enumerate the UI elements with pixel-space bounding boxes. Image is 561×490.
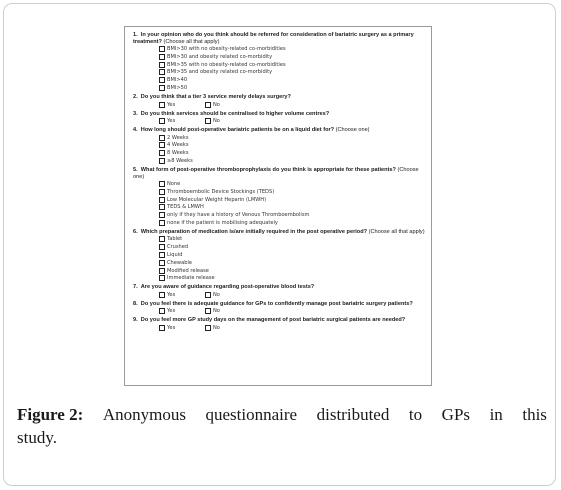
question-4: [133, 127, 427, 134]
checkbox: [205, 102, 211, 108]
option-label: None: [167, 181, 181, 188]
option-no: [205, 308, 251, 316]
question-1: [133, 32, 427, 45]
option-no: [205, 291, 251, 299]
option-label: BMI>40: [167, 77, 188, 84]
checkbox: [159, 77, 165, 83]
option-list: [159, 134, 427, 165]
yes-no-options: [159, 101, 427, 109]
option-row: [159, 251, 427, 259]
option-yes: [159, 308, 205, 316]
yes-no-options: [159, 324, 427, 332]
caption-label: Figure 2:: [17, 405, 84, 424]
question-note: (Choose one): [335, 127, 370, 134]
question-6: [133, 229, 427, 236]
checkbox: [205, 325, 211, 331]
option-label: Yes: [167, 308, 176, 315]
option-label: Low Molecular Weight Heparin (LMWH): [167, 196, 267, 203]
yes-no-options: [159, 117, 427, 125]
checkbox: [159, 244, 165, 250]
checkbox: [159, 54, 165, 60]
caption-word: questionnaire: [205, 405, 298, 424]
checkbox: [159, 181, 165, 187]
option-row: [159, 53, 427, 61]
checkbox: [159, 142, 165, 148]
caption-word: distributed: [316, 405, 390, 424]
question-number: 9.: [133, 317, 138, 324]
option-label: 4 Weeks: [167, 142, 189, 149]
option-no: [205, 117, 251, 125]
option-label: No: [213, 118, 220, 125]
checkbox: [205, 292, 211, 298]
question-text: Are you aware of guidance regarding post-operative blood tests?: [140, 284, 315, 291]
checkbox: [159, 236, 165, 242]
option-label: only if they have a history of Venous Thromboembolism: [167, 212, 310, 219]
option-label: 8 Weeks: [167, 150, 189, 157]
question-9: [133, 317, 427, 324]
question-2: [133, 94, 427, 101]
checkbox: [159, 62, 165, 68]
caption-word: this: [522, 405, 547, 424]
checkbox: [159, 158, 165, 164]
checkbox: [159, 292, 165, 298]
option-row: [159, 196, 427, 204]
caption-line-2: study.: [17, 428, 57, 447]
option-label: Thromboembolic Device Stockings (TEDS): [167, 188, 275, 195]
option-row: [159, 157, 427, 165]
question-number: 6.: [133, 228, 138, 235]
option-row: [159, 267, 427, 275]
caption-word: in: [489, 405, 503, 424]
checkbox: [205, 118, 211, 124]
option-label: Yes: [167, 101, 176, 108]
question-text: In your opinion who do you think should be referred for consideration of bariatric surgery as a primary treatment?: [133, 32, 414, 45]
option-row: [159, 219, 427, 227]
question-number: 4.: [133, 127, 138, 134]
question-text: Do you feel more GP study days on the management of post bariatric surgical patients are needed?: [140, 317, 406, 324]
yes-no-options: [159, 307, 427, 315]
option-row: [159, 149, 427, 157]
checkbox: [159, 197, 165, 203]
caption-word: to: [408, 405, 423, 424]
option-label: BMI>30 and obesity related co-morbidity: [167, 53, 273, 60]
option-yes: [159, 101, 205, 109]
question-text: How long should post-operative bariatric patients be on a liquid diet for?: [140, 127, 335, 134]
checkbox: [159, 204, 165, 210]
question-3: [133, 111, 427, 118]
option-label: Modified release: [167, 267, 209, 274]
question-8: [133, 301, 427, 308]
question-number: 3.: [133, 110, 138, 117]
checkbox: [159, 220, 165, 226]
checkbox: [159, 69, 165, 75]
question-text: Do you think that a tier 3 service merely delays surgery?: [140, 93, 291, 100]
option-no: [205, 101, 251, 109]
question-text: Which preparation of medication is/are initially required in the post operative period?: [140, 228, 368, 235]
option-yes: [159, 324, 205, 332]
yes-no-options: [159, 291, 427, 299]
checkbox: [159, 85, 165, 91]
question-number: 5.: [133, 166, 138, 173]
option-yes: [159, 291, 205, 299]
checkbox: [159, 46, 165, 52]
checkbox: [159, 189, 165, 195]
option-list: [159, 45, 427, 92]
caption-word: GPs: [441, 405, 471, 424]
option-label: none if the patient is mobilising adequately: [167, 220, 278, 226]
option-row: [159, 45, 427, 53]
option-row: [159, 211, 427, 219]
question-text: Do you think services should be centralised to higher volume centres?: [140, 110, 330, 117]
option-row: [159, 204, 427, 212]
option-row: [159, 134, 427, 142]
option-label: Liquid: [167, 251, 183, 258]
checkbox: [159, 268, 165, 274]
checkbox: [159, 102, 165, 108]
question-5: [133, 167, 427, 180]
caption-word: Anonymous: [102, 405, 186, 424]
question-text: What form of post-operative thromboprophylaxis do you think is appropriate for these patients?: [140, 166, 396, 173]
question-text: Do you feel there is adequate guidance for GPs to confidently manage post bariatric surgery patients?: [140, 300, 413, 307]
figure-caption: [17, 403, 547, 449]
option-row: [159, 274, 427, 282]
question-note: (Choose all that apply): [163, 38, 220, 45]
option-label: 2 Weeks: [167, 134, 189, 141]
caption-line-1: [17, 403, 547, 426]
question-note: (Choose all that apply): [368, 228, 425, 235]
option-label: ≥8 Weeks: [167, 158, 193, 165]
option-label: Chewable: [167, 259, 192, 266]
question-number: 8.: [133, 300, 138, 307]
option-label: BMI>50: [167, 85, 188, 92]
option-row: [159, 180, 427, 188]
option-label: Yes: [167, 291, 176, 298]
option-yes: [159, 117, 205, 125]
option-row: [159, 142, 427, 150]
question-7: [133, 284, 427, 291]
option-label: Immediate release: [167, 275, 215, 282]
checkbox: [159, 260, 165, 266]
option-row: [159, 61, 427, 69]
option-label: No: [213, 308, 220, 315]
option-label: BMI>30 with no obesity-related co-morbidities: [167, 46, 286, 53]
option-row: [159, 188, 427, 196]
option-label: Crushed: [167, 244, 189, 251]
option-row: [159, 84, 427, 92]
option-row: [159, 236, 427, 244]
option-label: BMI>35 and obesity related co-morbidity: [167, 69, 273, 76]
option-row: [159, 69, 427, 77]
option-label: TEDS & LMWH: [167, 204, 204, 211]
option-label: No: [213, 325, 220, 332]
option-label: Yes: [167, 118, 176, 125]
option-label: Yes: [167, 325, 176, 332]
question-note: (Choose one): [133, 166, 419, 180]
checkbox: [159, 325, 165, 331]
checkbox: [159, 135, 165, 141]
questionnaire-image: [124, 26, 432, 386]
option-label: No: [213, 101, 220, 108]
option-row: [159, 259, 427, 267]
option-list: [159, 236, 427, 283]
question-number: 7.: [133, 284, 138, 291]
checkbox: [159, 308, 165, 314]
option-label: BMI>35 with no obesity-related co-morbidities: [167, 61, 286, 68]
option-list: [159, 180, 427, 227]
checkbox: [159, 118, 165, 124]
checkbox: [159, 252, 165, 258]
option-row: [159, 76, 427, 84]
option-label: Tablet: [167, 236, 183, 243]
question-number: 1.: [133, 32, 138, 38]
checkbox: [159, 275, 165, 281]
checkbox: [159, 150, 165, 156]
option-row: [159, 243, 427, 251]
question-number: 2.: [133, 93, 138, 100]
option-label: No: [213, 291, 220, 298]
checkbox: [205, 308, 211, 314]
option-no: [205, 324, 251, 332]
checkbox: [159, 212, 165, 218]
